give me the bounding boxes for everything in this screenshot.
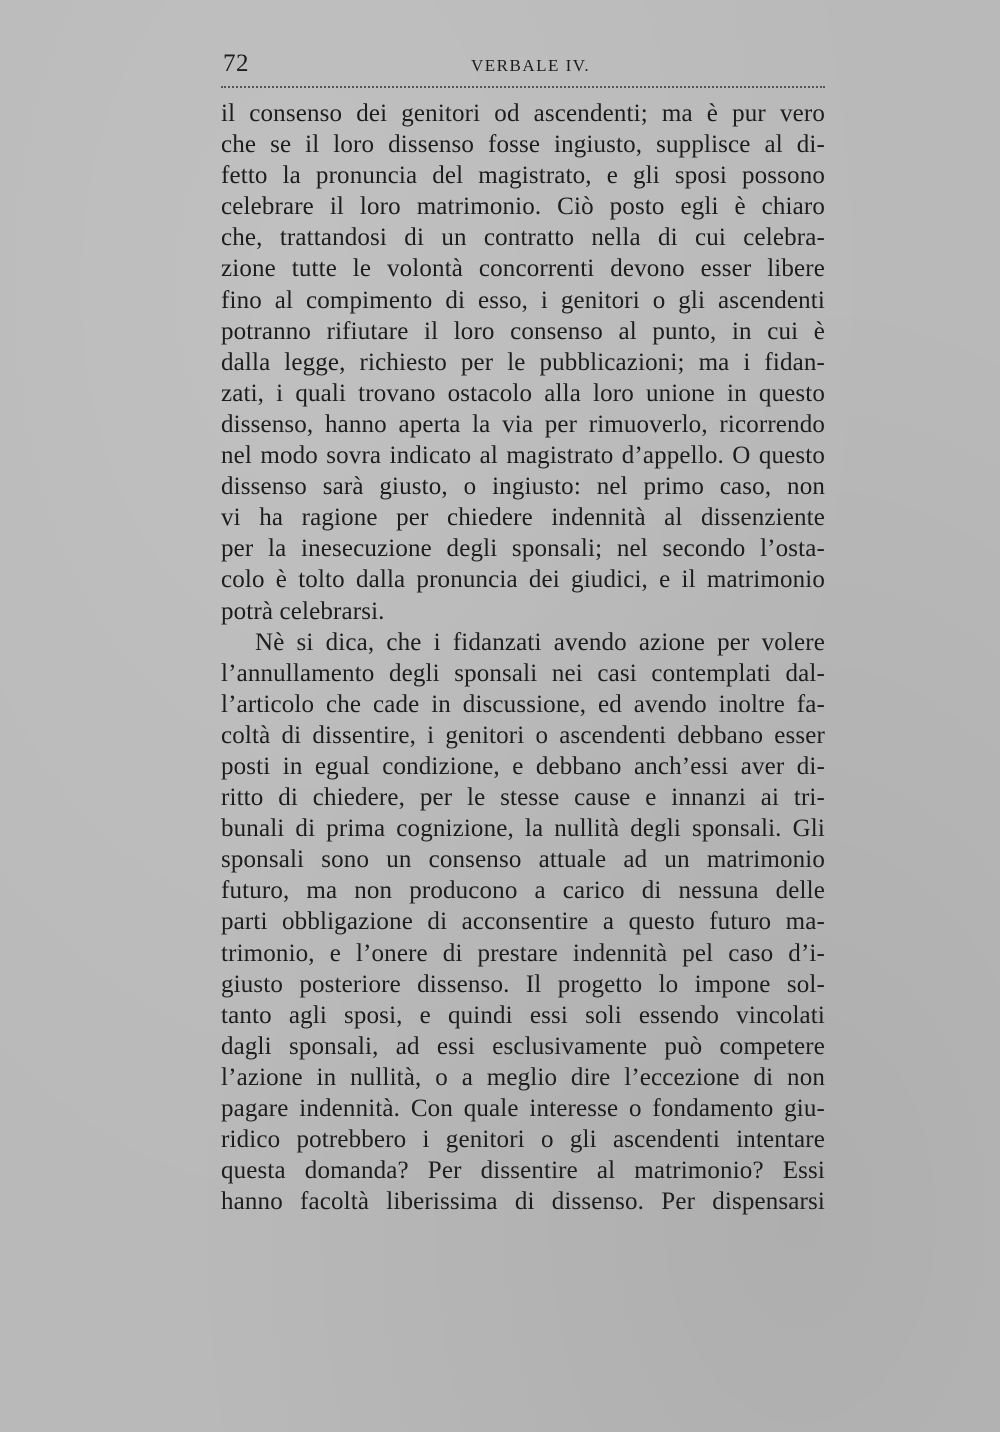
- text-line: ritto di chiedere, per le stesse cause e innanzi ai tri-: [221, 784, 825, 812]
- text-line: che, trattandosi di un contratto nella di cui celebra-: [221, 224, 825, 252]
- text-line: dalla legge, richiesto per le pubblicazioni; ma i fidan-: [221, 348, 825, 376]
- text-line: celebrare il loro matrimonio. Ciò posto egli è chiaro: [221, 193, 825, 221]
- text-line: dissenso, hanno aperta la via per rimuoverlo, ricorrendo: [221, 410, 825, 438]
- running-title: VERBALE IV.: [471, 56, 591, 75]
- running-head: [221, 50, 825, 84]
- text-line: dagli sponsali, ad essi esclusivamente può competere: [221, 1032, 825, 1060]
- text-line: coltà di dissentire, i genitori o ascendenti debbano esser: [221, 721, 825, 749]
- text-line: l’articolo che cade in discussione, ed avendo inoltre fa-: [221, 690, 825, 718]
- page-number: 72: [223, 50, 249, 77]
- text-line: pagare indennità. Con quale interesse o fondamento giu-: [221, 1095, 825, 1122]
- text-line: l’annullamento degli sponsali nei casi contemplati dal-: [221, 659, 825, 687]
- text-line: bunali di prima cognizione, la nullità degli sponsali. Gli: [221, 815, 825, 843]
- text-line: colo è tolto dalla pronuncia dei giudici, e il matrimonio: [221, 566, 825, 594]
- text-line: fetto la pronuncia del magistrato, e gli sposi possono: [221, 162, 825, 190]
- text-line: fino al compimento di esso, i genitori o gli ascendenti: [221, 286, 825, 314]
- text-line: il consenso dei genitori od ascendenti; ma è pur vero: [221, 100, 825, 127]
- text-line: questa domanda? Per dissentire al matrimonio? Essi: [221, 1157, 825, 1185]
- body-text: [221, 98, 825, 1217]
- text-line-indented: Nè si dica, che i fidanzati avendo azione per volere: [255, 628, 825, 656]
- text-line: per la inesecuzione degli sponsali; nel secondo l’osta-: [221, 535, 825, 563]
- text-line: nel modo sovra indicato al magistrato d’appello. O questo: [221, 442, 825, 470]
- text-line: vi ha ragione per chiedere indennità al dissenziente: [221, 504, 825, 532]
- text-line: tanto agli sposi, e quindi essi soli essendo vincolati: [221, 1001, 825, 1029]
- text-line: parti obbligazione di acconsentire a questo futuro ma-: [221, 908, 825, 936]
- text-line: hanno facoltà liberissima di dissenso. Per dispensarsi: [221, 1188, 825, 1216]
- text-line: ridico potrebbero i genitori o gli ascendenti intentare: [221, 1126, 825, 1154]
- text-line: trimonio, e l’onere di prestare indennità pel caso d’i-: [221, 939, 825, 967]
- text-line: l’azione in nullità, o a meglio dire l’eccezione di non: [221, 1063, 825, 1091]
- header-dotted-rule: [221, 86, 825, 88]
- text-line: che se il loro dissenso fosse ingiusto, supplisce al di-: [221, 131, 825, 159]
- text-line: posti in egual condizione, e debbano anch’essi aver di-: [221, 752, 825, 780]
- text-line: dissenso sarà giusto, o ingiusto: nel primo caso, non: [221, 473, 825, 501]
- text-line: giusto posteriore dissenso. Il progetto lo impone sol-: [221, 970, 825, 998]
- text-line: sponsali sono un consenso attuale ad un matrimonio: [221, 846, 825, 874]
- text-line: futuro, ma non producono a carico di nessuna delle: [221, 877, 825, 905]
- text-line: potranno rifiutare il loro consenso al punto, in cui è: [221, 317, 825, 345]
- text-line: potrà celebrarsi.: [221, 597, 385, 625]
- text-line: zione tutte le volontà concorrenti devono esser libere: [221, 255, 825, 283]
- text-line: zati, i quali trovano ostacolo alla loro unione in questo: [221, 379, 825, 407]
